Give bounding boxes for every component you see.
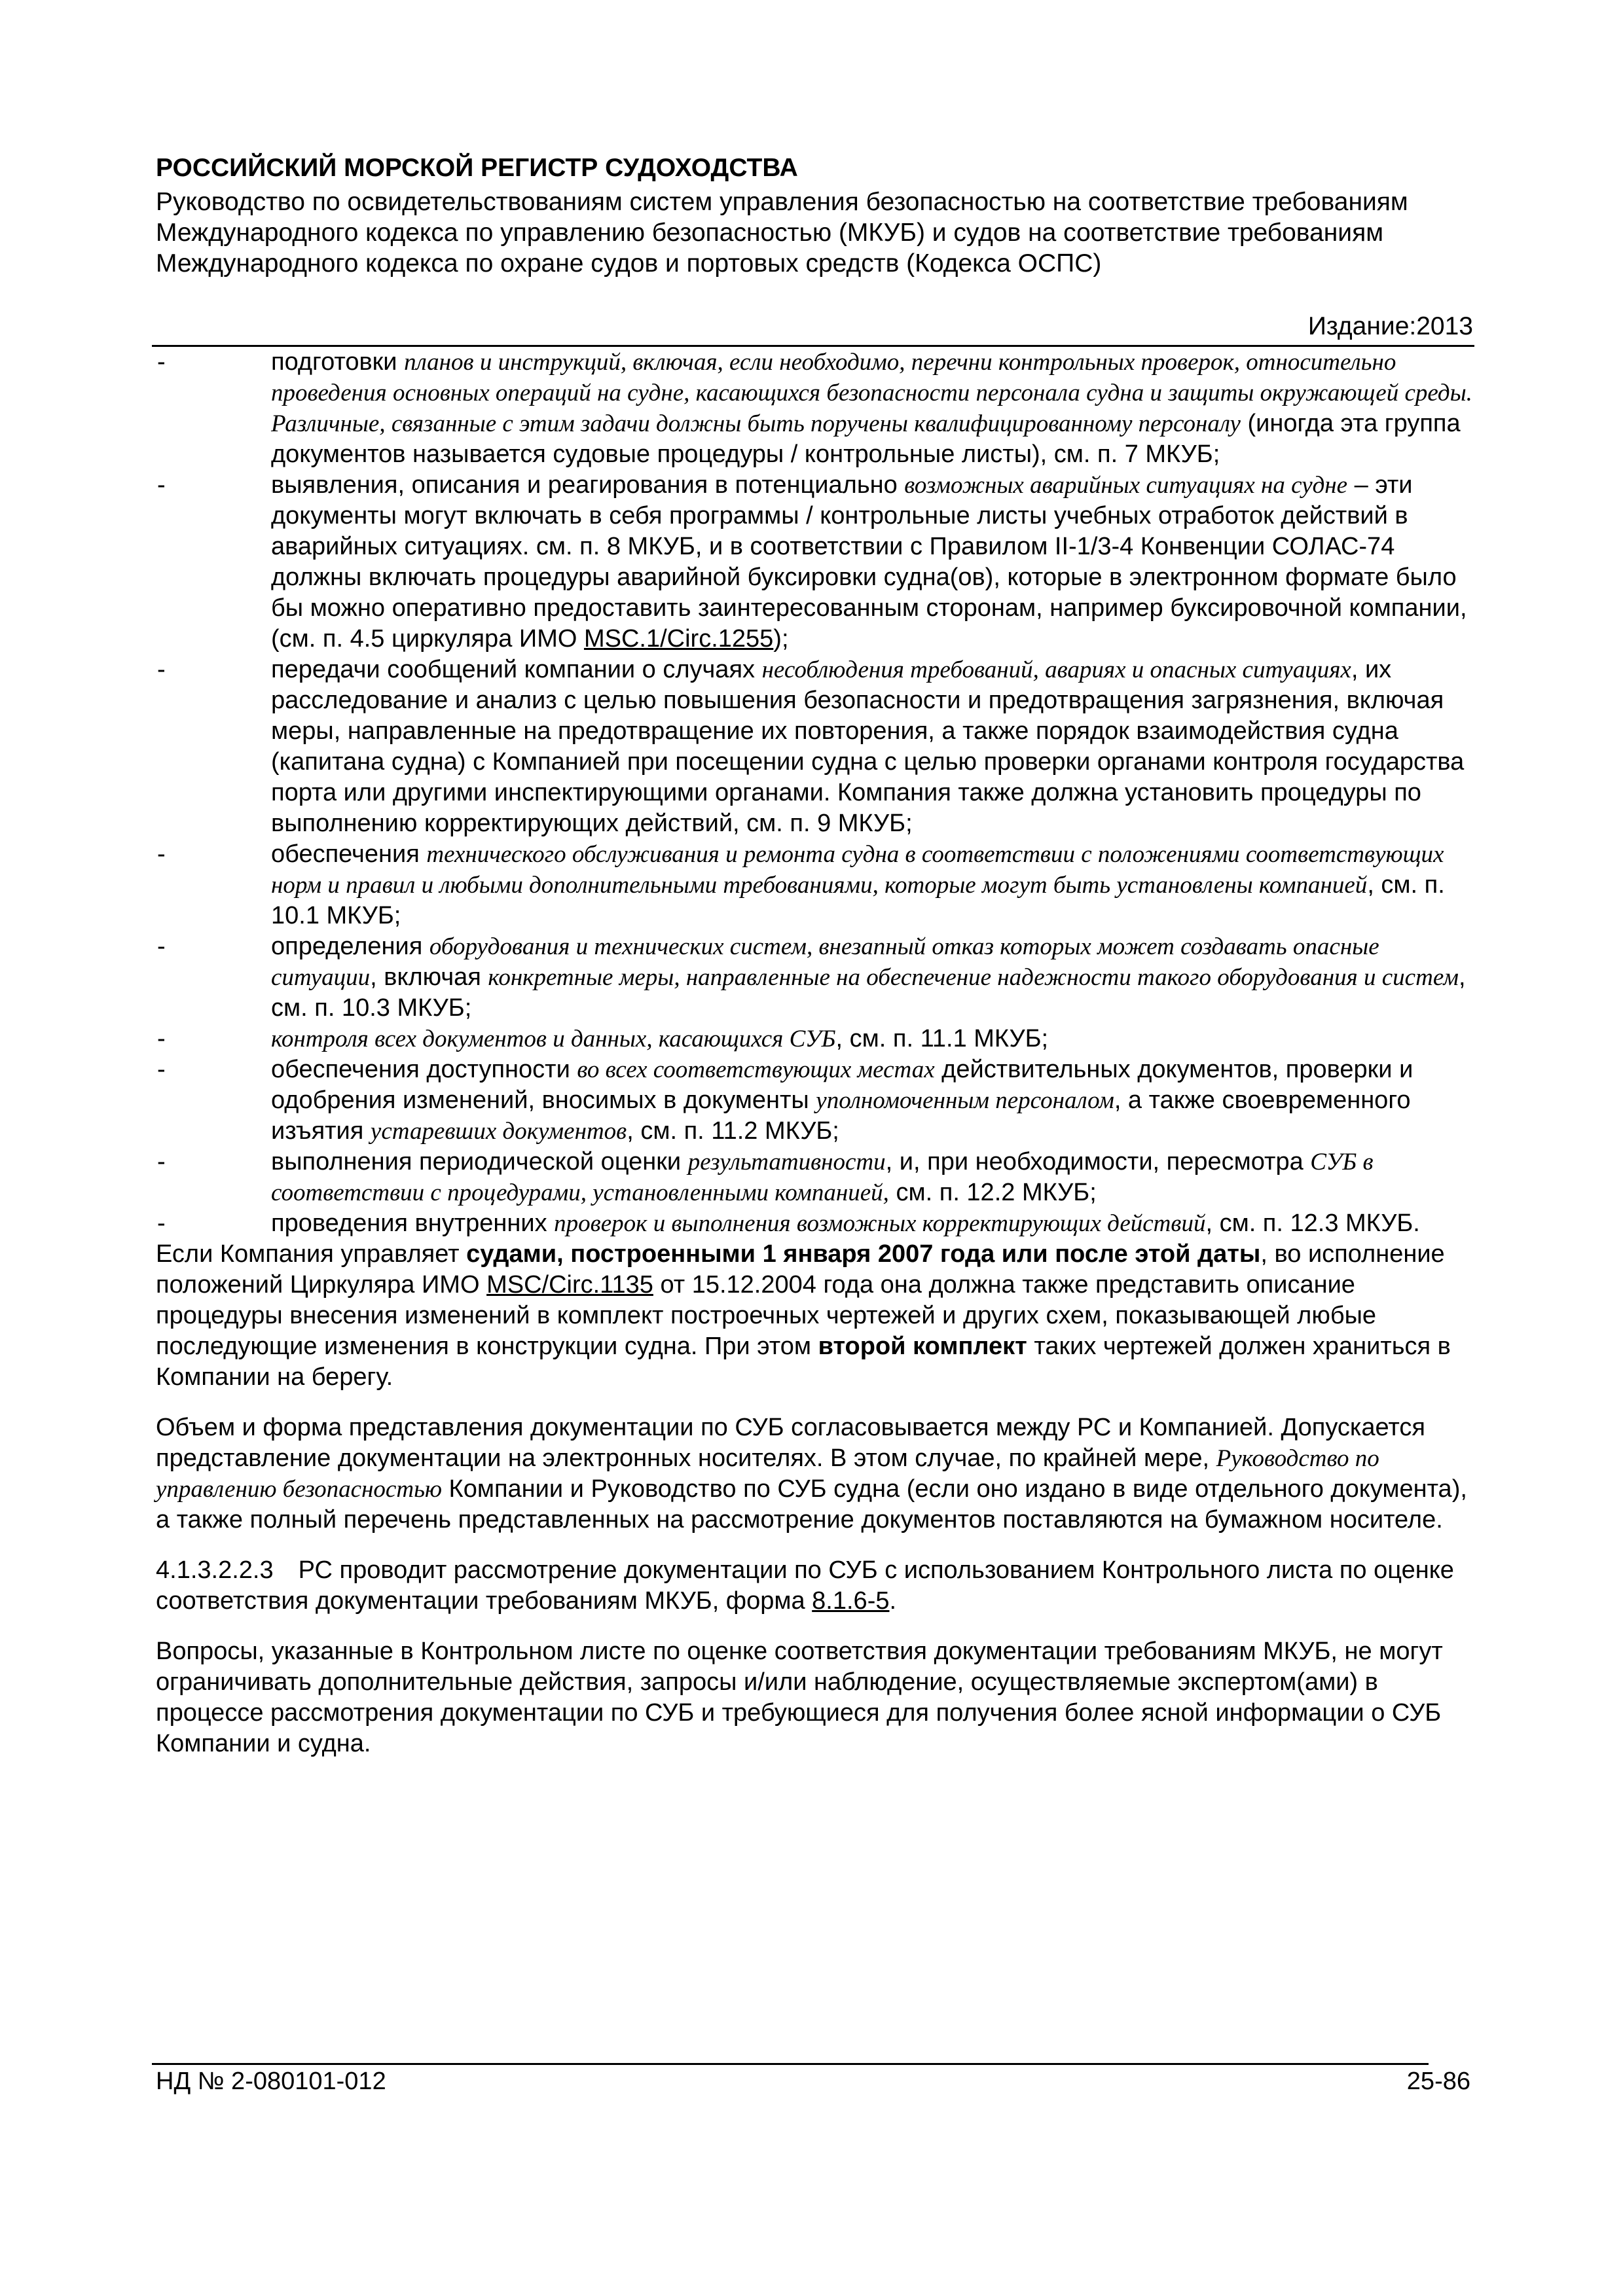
paragraph-bold: судами, построенными 1 января 2007 года или после этой даты [466, 1240, 1261, 1268]
item-text: выявления, описания и реагирования в потенциально [271, 471, 905, 499]
list-dash: - [157, 471, 166, 499]
item-text: (иногда эта группа документов называется судовые процедуры / контрольные листы), см. п. 7 МКУБ; [271, 410, 1461, 468]
item-emphasis: оборудования и технических систем, внезапный отказ которых может создавать опасные ситуации [271, 933, 1379, 991]
document-number: НД № 2-080101-012 [156, 2068, 386, 2095]
paragraph-text: Компании и Руководство по СУБ судна (если оно издано в виде отдельного документа), а также полный перечень представленных на рассмотрение документов поставляются на бумажном носителе. [156, 1475, 1467, 1534]
item-text: ); [773, 625, 789, 653]
item-text: , а также своевременного изъятия [271, 1086, 1411, 1145]
list-item [156, 1147, 1476, 1208]
item-emphasis: возможных аварийных ситуациях на судне [904, 472, 1348, 499]
item-emphasis: уполномоченным персоналом [816, 1087, 1114, 1114]
item-emphasis: устаревших документов [370, 1118, 627, 1145]
list-dash: - [157, 348, 166, 376]
item-emphasis: планов и инструкций, включая, если необходимо, перечни контрольных проверок, относительно проведения основных операций на судне, касающихся безопасности персонала судна и защиты окружающей среды. Различные, связанные с этим задачи должны быть поручены квалифицированному персоналу [271, 349, 1472, 437]
list-dash: - [157, 840, 166, 868]
item-emphasis: несоблюдения требований, авариях и опасных ситуациях [761, 656, 1351, 683]
list-item [156, 1054, 1476, 1147]
paragraph-text: от 15.12.2004 года она должна также представить описание процедуры внесения изменений в комплект построечных чертежей и других схем, показывающей любые последующие изменения в конструкции судна. При этом [156, 1271, 1377, 1360]
document-body [156, 347, 1476, 1759]
item-emphasis: СУБ в соответствии с процедурами, установленными компанией, [271, 1149, 1374, 1206]
paragraph-text: Объем и форма представления документации по СУБ согласовывается между РС и Компанией. Допускается представление документации на электронных носителях. В этом случае, по крайней мере, [156, 1414, 1425, 1472]
item-emphasis: проверок и выполнения возможных корректирующих действий [554, 1210, 1206, 1237]
item-text: обеспечения доступности [271, 1056, 577, 1083]
list-dash: - [157, 656, 166, 683]
list-item [156, 839, 1476, 931]
list-dash: - [157, 1056, 166, 1083]
item-emphasis: конкретные меры, направленные на обеспечение надежности такого оборудования и систем [488, 964, 1459, 991]
item-text: , см. п. 11.2 МКУБ; [627, 1117, 839, 1145]
circular-link[interactable]: MSC/Circ.1135 [486, 1271, 653, 1299]
item-text: подготовки [271, 348, 405, 376]
item-emphasis: контроля всех документов и данных, касающихся СУБ [271, 1026, 836, 1052]
item-emphasis: результативности [687, 1149, 886, 1175]
paragraph-text: РС проводит рассмотрение документации по СУБ с использованием Контрольного листа по оценке соответствия документации требованиям МКУБ, форма [156, 1556, 1454, 1615]
item-emphasis: технического обслуживания и ремонта судна в соответствии с положениями соответствующих норм и правил и любыми дополнительными требованиями, которые могут быть установлены компанией [271, 841, 1444, 899]
paragraph-documentation [156, 1412, 1476, 1535]
paragraph-questions: Вопросы, указанные в Контрольном листе по оценке соответствия документации требованиям МКУБ, не могут ограничивать дополнительные действия, запросы и/или наблюдение, осуществляемые экспертом(ами) в процессе рассмотрения документации по СУБ и требующиеся для получения более ясной информации о СУБ Компании и судна. [156, 1638, 1443, 1757]
list-dash: - [157, 1210, 166, 1237]
circular-link[interactable]: MSC.1/Circ.1255 [583, 625, 774, 653]
paragraph-text: таких чертежей должен храниться в Компании на берегу. [156, 1333, 1451, 1391]
item-text: , см. п. 10.1 МКУБ; [271, 871, 1445, 929]
paragraph-drawings [156, 1239, 1476, 1393]
item-text: , см. п. 12.3 МКУБ. [1205, 1210, 1420, 1237]
item-text: , см. п. 11.1 МКУБ; [835, 1025, 1049, 1052]
item-text: – эти документы могут включать в себя программы / контрольные листы учебных отработок действий в аварийных ситуациях. см. п. 8 МКУБ, и в соответствии с Правилом II-1/3-4 Конвенции СОЛАС-74 должны включать процедуры аварийной буксировки судна(ов), которые в электронном формате было бы можно оперативно предоставить заинтересованным сторонам, например буксировочной компании, (см. п. 4.5 циркуляра ИМО [271, 471, 1467, 653]
list-item [156, 655, 1476, 839]
list-dash: - [157, 1148, 166, 1175]
paragraph-text: . [889, 1587, 897, 1615]
list-item [156, 1208, 1476, 1239]
document-title: Руководство по освидетельствованиям систем управления безопасностью на соответствие требованиям Международного кодекса по управлению безопасностью (МКУБ) и судов на соответствие требованиям Международного кодекса по охране судов и портовых средств (Кодекса ОСПС) [156, 188, 1408, 278]
item-emphasis: во всех соответствующих местах [577, 1056, 935, 1083]
item-text: выполнения периодической оценки [271, 1148, 688, 1175]
list-dash: - [157, 933, 166, 960]
organization-name: РОССИЙСКИЙ МОРСКОЙ РЕГИСТР СУДОХОДСТВА [156, 154, 798, 182]
paragraph-emphasis: Руководство по управлению безопасностью [156, 1445, 1379, 1503]
list-item [156, 470, 1476, 655]
section-number: 4.1.3.2.2.3 [156, 1556, 274, 1584]
item-text: действительных документов, проверки и одобрения изменений, вносимых в документы [271, 1056, 1413, 1114]
form-link[interactable]: 8.1.6-5 [812, 1587, 890, 1615]
list-item [156, 347, 1476, 470]
item-text: передачи сообщений компании о случаях [271, 656, 762, 683]
item-text: проведения внутренних [271, 1210, 555, 1237]
item-text: , их расследование и анализ с целью повышения безопасности и предотвращения загрязнения, включая меры, направленные на предотвращение их повторения, а также порядок взаимодействия судна (капитана судна) с Компанией при посещении судна с целью проверки органами контроля государства порта или другими инспектирующими органами. Компания также должна установить процедуры по выполнению корректирующих действий, см. п. 9 МКУБ; [271, 656, 1465, 837]
footer-divider [152, 2063, 1429, 2065]
list-item [156, 1024, 1476, 1054]
item-text: обеспечения [271, 840, 427, 868]
item-text: определения [271, 933, 429, 960]
item-text: см. п. 12.2 МКУБ; [888, 1179, 1097, 1206]
edition-label: Издание:2013 [1307, 312, 1473, 340]
list-dash: - [157, 1025, 166, 1052]
paragraph-review [156, 1555, 1476, 1617]
paragraph-text: , во исполнение положений Циркуляра ИМО [156, 1240, 1445, 1299]
list-item [156, 931, 1476, 1024]
paragraph-bold: второй комплект [818, 1333, 1027, 1360]
item-text: , см. п. 10.3 МКУБ; [271, 963, 1466, 1022]
paragraph-text: Если Компания управляет [156, 1240, 467, 1268]
item-text: , и, при необходимости, пересмотра [885, 1148, 1311, 1175]
item-text: , включая [370, 963, 488, 991]
page-number: 25-86 [1406, 2068, 1470, 2095]
